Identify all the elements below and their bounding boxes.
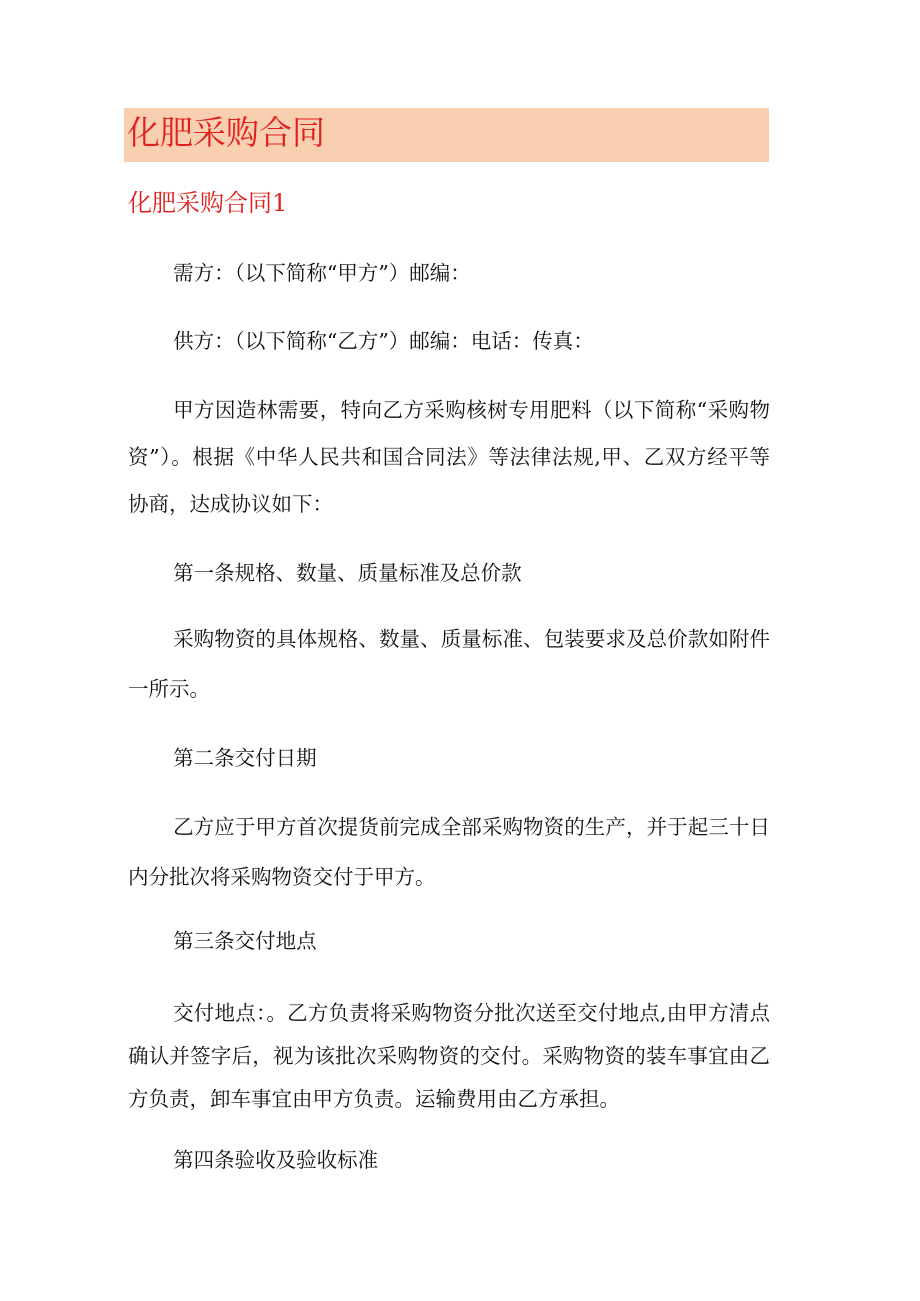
article-1-heading: 第一条规格、数量、质量标准及总价款 bbox=[173, 561, 522, 585]
paragraph-buyer: 需方：（以下简称“甲方”）邮编： bbox=[173, 261, 471, 285]
article-3-heading: 第三条交付地点 bbox=[173, 929, 317, 953]
article-4-heading: 第四条验收及验收标准 bbox=[173, 1148, 379, 1172]
article-2-heading: 第二条交付日期 bbox=[173, 746, 317, 770]
section-title: 化肥采购合同1 bbox=[128, 189, 288, 217]
paragraph-supplier: 供方：（以下简称“乙方”）邮编：电话：传真： bbox=[173, 329, 594, 353]
article-1-body: 采购物资的具体规格、数量、质量标准、包装要求及总价款如附件一所示。 bbox=[128, 627, 770, 701]
document-title: 化肥采购合同 bbox=[127, 113, 325, 152]
article-3-body: 交付地点：。乙方负责将采购物资分批次送至交付地点,由甲方清点确认并签字后，视为该批次采购物资的交付。采购物资的装车事宜由乙方负责，卸车事宜由甲方负责。运输费用由乙方承担。 bbox=[128, 1001, 770, 1111]
paragraph-preamble: 甲方因造林需要，特向乙方采购核树专用肥料（以下简称“采购物资”）。根据《中华人民共和国合同法》等法律法规,甲、乙双方经平等协商，达成协议如下： bbox=[128, 398, 770, 516]
article-2-body: 乙方应于甲方首次提货前完成全部采购物资的生产，并于起三十日内分批次将采购物资交付于甲方。 bbox=[128, 815, 770, 889]
